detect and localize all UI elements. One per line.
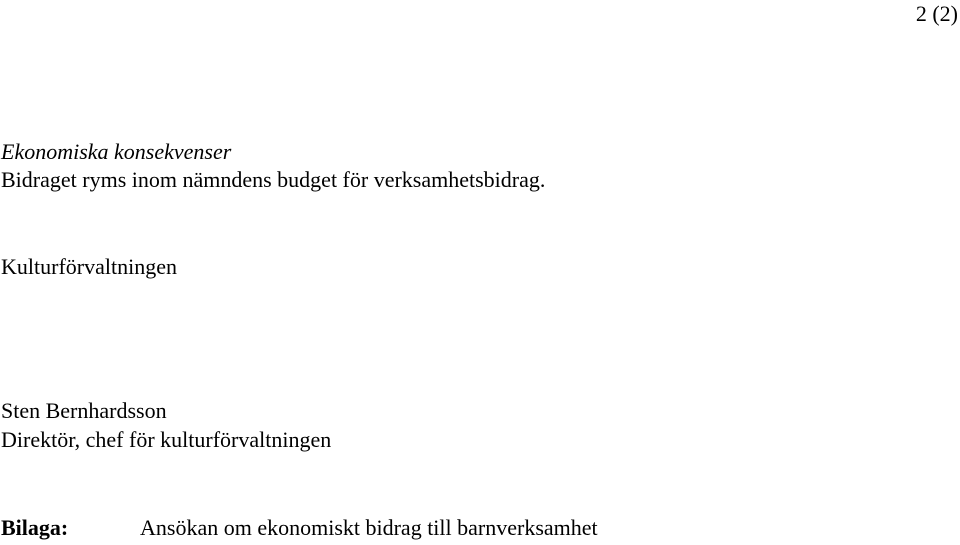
department-name: Kulturförvaltningen bbox=[1, 254, 177, 279]
section-heading: Ekonomiska konsekvenser bbox=[1, 139, 232, 164]
signer-name: Sten Bernhardsson bbox=[1, 398, 167, 423]
signer-title: Direktör, chef för kulturförvaltningen bbox=[1, 427, 332, 452]
attachment-label: Bilaga: bbox=[1, 515, 69, 540]
attachment-description: Ansökan om ekonomiskt bidrag till barnverksamhet bbox=[140, 515, 598, 540]
page-number: 2 (2) bbox=[915, 1, 958, 26]
section-body-text: Bidraget ryms inom nämndens budget för verksamhetsbidrag. bbox=[1, 167, 546, 192]
